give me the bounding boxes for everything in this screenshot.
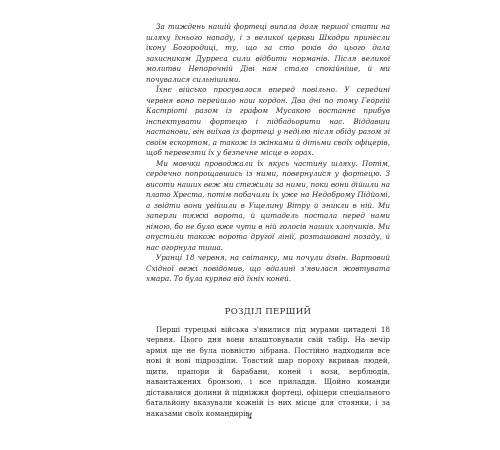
intro-paragraph-3: Ми мовчки проводжали їх якусь частину шляху. Потім, сердечно попрощавшись із ними, повернулися у фортецю. З висоти наших веж ми стежили за ними, поки вони дійшли на плато Хреста, потім побачили їх уже на Недоброму Підйомі, а звідти вони увійшли в Ущелину Вітру й зникли в ній. Ми заперли тяжкі ворота, й цитадель постала перед нами німою, бо не було вже чути в ній голосів наших хлопчиків. Ми опустили також ворота другої лінії, розташовані позаду, й нас огорнула тиша.	[146, 158, 390, 252]
intro-paragraph-1: За тиждень нашій фортеці випала доля першої стати на шляху їхнього нападу, і з великої церкви Шкодри принесли ікону Богородиці, ту, що за сто років до цього дала захисникам Дурреса сили відбити норманів. Після великої молитви Непорочній Діві нам стало спокійніше, й ми почувалися сильнішими.	[146, 22, 390, 84]
chapter-heading: РОЗДІЛ ПЕРШИЙ	[224, 306, 312, 317]
page-number: 4	[247, 412, 253, 421]
intro-paragraph-2: Їхнє військо просувалося вперед повільно. У середині червня воно перейшло наш кордон. Два дні по тому Георгій Кастріоті разом із графом Мусакою востаннє прибув інспектувати фортецю і підбадьорити нас. Віддавши настанови, він виїхав із фортеці у неділю після обіду разом зі своїм ескортом, а також із жінками й дітьми своїх офіцерів, щоб перевезти їх у безпечне місце в горах.	[146, 85, 390, 157]
page-content	[146, 22, 390, 419]
intro-paragraph-4: Уранці 18 червня, на світанку, ми почули дзвін. Вартовий Східної вежі повідомив, що вдалині з'явилася жовтувата хмара. То була курява від їхніх коней.	[146, 253, 390, 283]
chapter-paragraph: Перші турецькі війська з'явилися під мурами цитаделі 18 червня. Цього дня вони влаштовували свій табір. На вечір армія ще не була повністю зібрана. Постійно надходили все нові й нові підрозділи. Товстий шар пороху вкривав людей, щити, прапори й барабани, коней і вози, верблюдів, навантажених бронзою, і все приладдя. Щойно команди діставалися долини й підніжжя фортеці, офіцери спеціального батальйону вказували кожній із них місце для стоянки, і за наказами своїх командирів	[146, 324, 390, 418]
